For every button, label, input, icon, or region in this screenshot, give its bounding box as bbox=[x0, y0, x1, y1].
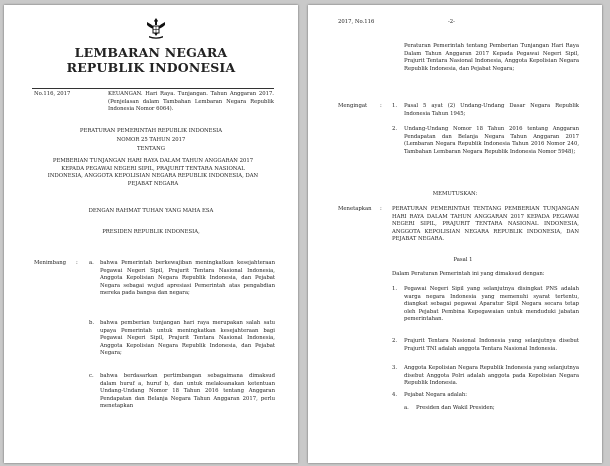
header-line-2: REPUBLIK INDONESIA bbox=[66, 60, 236, 75]
pasal-num-2: 2. bbox=[392, 338, 398, 344]
gazette-number: No.116, 2017 bbox=[34, 91, 71, 97]
menetapkan-label: Menetapkan bbox=[338, 206, 372, 212]
menetapkan-colon: : bbox=[380, 206, 382, 212]
pasal-item-1: Pegawai Negeri Sipil yang selanjutnya disingkat PNS adalah warga negara Indonesia yang memenuhi syarat tertentu, diangkat sebagai pegawai Aparatur Sipil Negara secara tetap oleh Pejabat Pembina Kepegawaian untuk menduduki jabatan pemerintahan. bbox=[404, 286, 579, 323]
menimbang-letter-a: a. bbox=[89, 260, 94, 266]
regulation-number: NOMOR 25 TAHUN 2017 bbox=[116, 137, 186, 143]
regulation-title: PERATURAN PEMERINTAH REPUBLIK INDONESIA bbox=[79, 128, 223, 134]
regulation-subject: PEMBERIAN TUNJANGAN HARI RAYA DALAM TAHUN ANGGARAN 2017 KEPADA PEGAWAI NEGERI SIPIL, PRAJURIT TENTARA NASIONAL INDONESIA, ANGGOTA KEPOLISIAN NEGARA REPUBLIK INDONESIA, DAN PEJABAT NEGARA bbox=[47, 158, 259, 187]
document-page-1 bbox=[4, 5, 298, 463]
pasal-num-3: 3. bbox=[392, 365, 398, 371]
header-line-1: LEMBARAN NEGARA bbox=[74, 45, 228, 60]
mengingat-item-2: Undang-Undang Nomor 18 Tahun 2016 tentang Anggaran Pendapatan dan Belanja Negara Tahun Anggaran 2017 (Lembaran Negara Republik Indonesia Tahun 2016 Nomor 240, Tambahan Lembaran Negara Republik Indonesia Nomor 5948); bbox=[404, 126, 579, 155]
mengingat-num-1: 1. bbox=[392, 103, 398, 109]
president-line: PRESIDEN REPUBLIK INDONESIA, bbox=[102, 229, 200, 235]
menimbang-continuation: Peraturan Pemerintah tentang Pemberian Tunjangan Hari Raya Dalam Tahun Anggaran 2017 Kepada Pegawai Negeri Sipil, Prajurit Tentara Nasional Indonesia, Anggota Kepolisian Negara Republik Indonesia, dan Pejabat Negara; bbox=[404, 43, 579, 72]
menimbang-letter-b: b. bbox=[89, 320, 95, 326]
pasal-subitem-a: Presiden dan Wakil Presiden; bbox=[416, 405, 495, 411]
menimbang-item-a: bahwa Pemerintah berkewajiban meningkatkan kesejahteraan Pegawai Negeri Sipil, Prajurit Tentara Nasional Indonesia, Anggota Kepolisian Negara Republik Indonesia, dan Pejabat Negara sebagai wujud apresiasi Pemerintah atas pengabdian mereka pada bangsa dan negara; bbox=[100, 260, 275, 297]
memutuskan-heading: MEMUTUSKAN: bbox=[432, 191, 478, 197]
header-divider bbox=[32, 88, 274, 89]
document-page-2 bbox=[308, 5, 602, 463]
menimbang-label: Menimbang bbox=[34, 260, 67, 266]
mengingat-label: Mengingat bbox=[338, 103, 368, 109]
gazette-summary: KEUANGAN. Hari Raya. Tunjangan. Tahun Anggaran 2017. (Penjelasan dalam Tambahan Lembaran Negara Republik Indonesia Nomor 6064). bbox=[108, 91, 274, 113]
pasal-subletter-a: a. bbox=[404, 405, 409, 411]
menetapkan-text: PERATURAN PEMERINTAH TENTANG PEMBERIAN TUNJANGAN HARI RAYA DALAM TAHUN ANGGARAN 2017 KEPADA PEGAWAI NEGERI SIPIL, PRAJURIT TENTARA NASIONAL INDONESIA, ANGGOTA KEPOLISIAN NEGARA REPUBLIK INDONESIA, DAN PEJABAT NEGARA. bbox=[392, 206, 579, 243]
menimbang-item-c: bahwa berdasarkan pertimbangan sebagaimana dimaksud dalam huruf a, huruf b, dan untuk melaksanakan ketentuan Undang-Undang Nomor 18 Tahun 2016 tentang Anggaran Pendapatan dan Belanja Negara Tahun Anggaran 2017, perlu menetapkan bbox=[100, 373, 275, 410]
pasal-title: Pasal 1 bbox=[453, 257, 473, 263]
mengingat-num-2: 2. bbox=[392, 126, 398, 132]
pasal-item-4: Pejabat Negara adalah: bbox=[404, 392, 468, 398]
pasal-num-1: 1. bbox=[392, 286, 398, 292]
menimbang-letter-c: c. bbox=[89, 373, 94, 379]
pasal-item-2: Prajurit Tentara Nasional Indonesia yang selanjutnya disebut Prajurit TNI adalah anggota Tentara Nasional Indonesia. bbox=[404, 338, 579, 352]
pasal-item-3: Anggota Kepolisian Negara Republik Indonesia yang selanjutnya disebut Anggota Polri adalah anggota pada Kepolisian Negara Republik Indonesia. bbox=[404, 365, 579, 387]
menimbang-item-b: bahwa pemberian tunjangan hari raya merupakan salah satu upaya Pemerintah untuk meningkatkan kesejahteraan bagi Pegawai Negeri Sipil, Prajurit Tentara Nasional Indonesia, Anggota Kepolisian Negara Republik Indonesia, dan Pejabat Negara; bbox=[100, 320, 275, 357]
pasal-num-4: 4. bbox=[392, 392, 398, 398]
pasal-intro: Dalam Peraturan Pemerintah ini yang dimaksud dengan: bbox=[392, 271, 545, 277]
garuda-emblem-icon bbox=[145, 16, 167, 40]
menimbang-colon: : bbox=[76, 260, 78, 266]
mengingat-colon: : bbox=[380, 103, 382, 109]
page-number: -2- bbox=[448, 19, 455, 25]
mengingat-item-1: Pasal 5 ayat (2) Undang-Undang Dasar Negara Republik Indonesia Tahun 1945; bbox=[404, 103, 579, 117]
running-head: 2017, No.116 bbox=[338, 19, 375, 25]
grace-clause: DENGAN RAHMAT TUHAN YANG MAHA ESA bbox=[88, 208, 214, 214]
tentang-label: TENTANG bbox=[137, 146, 165, 152]
